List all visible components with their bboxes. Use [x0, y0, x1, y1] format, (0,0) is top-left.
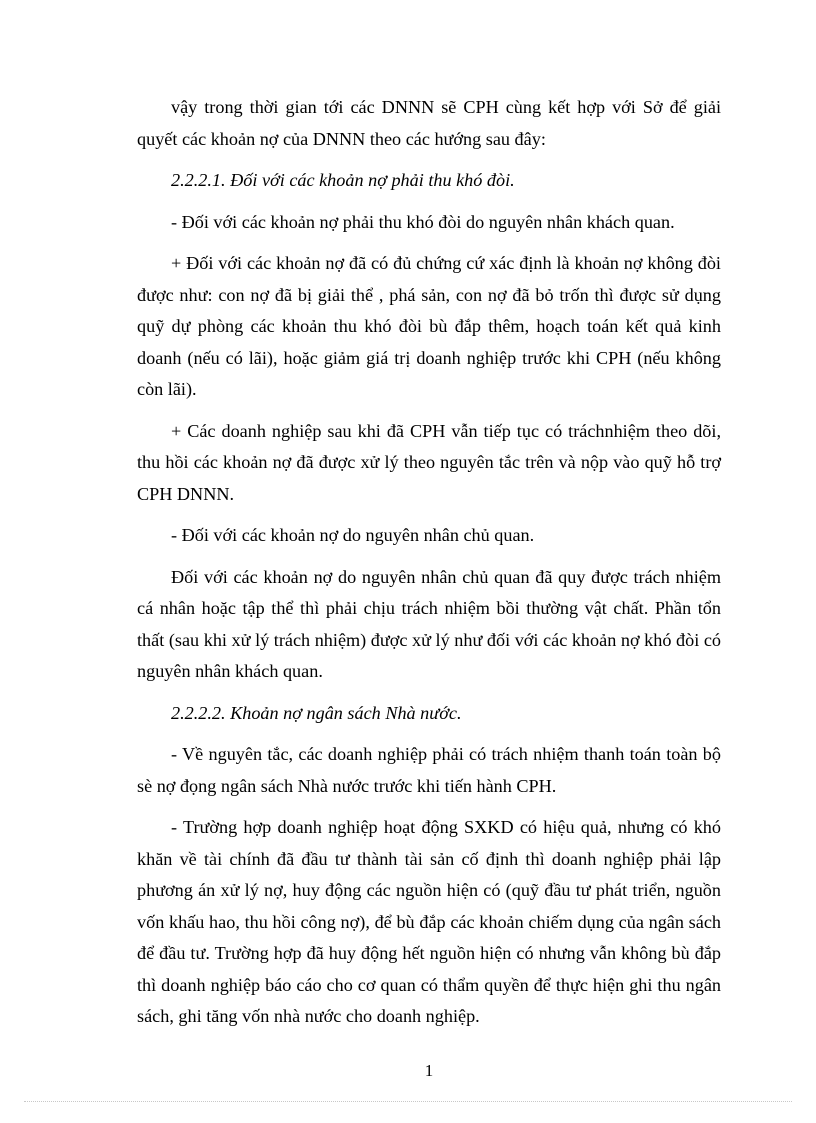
paragraph-uncollectible-debts: + Đối với các khoản nợ đã có đủ chứng cứ xác định là khoản nợ không đòi được như: con nợ đã bị giải thể , phá sản, con nợ đã bỏ trốn thì được sử dụng quỹ dự phòng các khoản thu khó đòi bù đắp thêm, hoạch toán kết quả kinh doanh (nếu có lãi), hoặc giảm giá trị doanh nghiệp trước khi CPH (nếu không còn lãi). — [137, 253, 721, 399]
paragraph-subjective-debts: - Đối với các khoản nợ do nguyên nhân chủ quan. — [171, 525, 535, 545]
document-body — [137, 92, 721, 1043]
paragraph-intro-continuation: vậy trong thời gian tới các DNNN sẽ CPH cùng kết hợp với Sở để giải quyết các khoản nợ của DNNN theo các hướng sau đây: — [137, 97, 721, 149]
paragraph-post-cph-responsibility: + Các doanh nghiệp sau khi đã CPH vẫn tiếp tục có tráchnhiệm theo dõi, thu hồi các khoản nợ đã được xử lý theo nguyên tắc trên và nộp vào quỹ hỗ trợ CPH DNNN. — [137, 420, 721, 504]
paragraph-objective-debts: - Đối với các khoản nợ phải thu khó đòi do nguyên nhân khách quan. — [171, 211, 675, 232]
page-bottom-divider — [24, 1101, 792, 1102]
paragraph-budget-case: - Trường hợp doanh nghiệp hoạt động SXKD có hiệu quả, nhưng có khó khăn về tài chính đã đầu tư thành tài sản cố định thì doanh nghiệp phải lập phương án xử lý nợ, huy động các nguồn hiện có (quỹ đầu tư phát triển, nguồn vốn khấu hao, thu hồi công nợ), để bù đắp các khoản chiếm dụng của ngân sách để đầu tư. Trường hợp đã huy động hết nguồn hiện có nhưng vẫn không bù đắp thì doanh nghiệp báo cáo cho cơ quan có thẩm quyền để thực hiện ghi thu ngân sách, ghi tăng vốn nhà nước cho doanh nghiệp. — [137, 817, 721, 1026]
section-heading-2-2-2-1: 2.2.2.1. Đối với các khoản nợ phải thu khó đòi. — [171, 170, 515, 190]
paragraph-budget-principle: - Về nguyên tắc, các doanh nghiệp phải có trách nhiệm thanh toán toàn bộ sè nợ đọng ngân sách Nhà nước trước khi tiến hành CPH. — [137, 744, 721, 796]
section-heading-2-2-2-2: 2.2.2.2. Khoản nợ ngân sách Nhà nước. — [171, 702, 462, 723]
page-number: 1 — [424, 1061, 434, 1080]
paragraph-subjective-debts-detail: Đối với các khoản nợ do nguyên nhân chủ quan đã quy được trách nhiệm cá nhân hoặc tập thể thì phải chịu trách nhiệm bồi thường vật chất. Phần tổn thất (sau khi xử lý trách nhiệm) được xử lý như đối với các khoản nợ khó đòi có nguyên nhân khách quan. — [137, 566, 721, 681]
